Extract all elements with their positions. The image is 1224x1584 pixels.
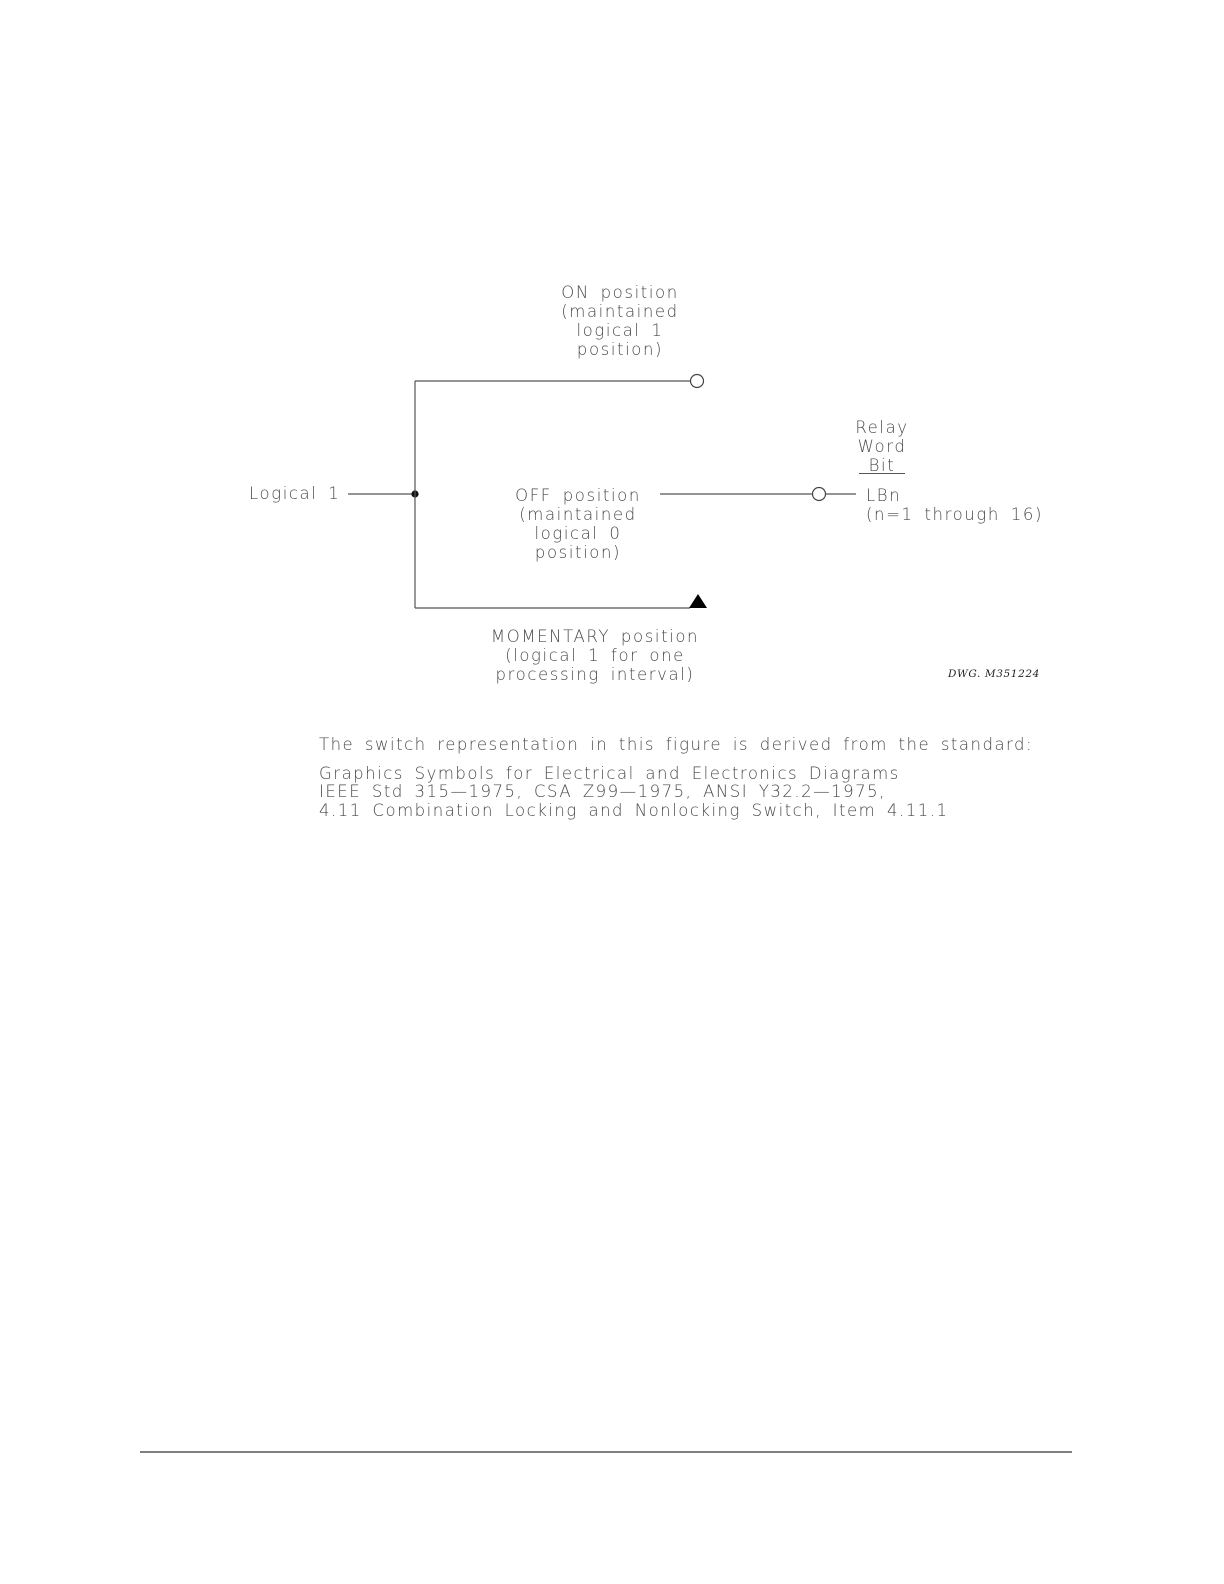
output-label-line-1: LBn	[866, 486, 902, 505]
momentary-position-label	[480, 627, 710, 684]
standard-note-line-1: Graphics Symbols for Electrical and Electronics Diagrams	[319, 764, 900, 783]
on-position-label	[540, 283, 700, 359]
off-position-label	[498, 486, 658, 562]
output-label-line-2: (n=1 through 16)	[866, 505, 1043, 524]
standard-note-lead: The switch representation in this figure is derived from the standard:	[319, 735, 1034, 754]
momentary-position-line-1: MOMENTARY position	[490, 627, 700, 646]
off-position-line-1: OFF position	[515, 486, 641, 505]
off-position-line-4: position)	[534, 543, 622, 562]
standard-note-line-3: 4.11 Combination Locking and Nonlocking Switch, Item 4.11.1	[319, 801, 949, 820]
output-contact-open-circle	[813, 488, 826, 501]
on-contact-open-circle	[691, 375, 704, 388]
momentary-position-line-3: processing interval)	[495, 665, 695, 684]
output-label	[866, 486, 1043, 524]
momentary-position-line-2: (logical 1 for one	[505, 646, 685, 665]
on-position-line-4: position)	[576, 340, 664, 359]
drawing-number: DWG. M351224	[948, 668, 1040, 680]
on-position-line-3: logical 1	[576, 321, 664, 340]
off-position-line-3: logical 0	[534, 524, 622, 543]
off-position-line-2: (maintained	[519, 505, 637, 524]
relay-word-bit-line-3: Bit	[868, 456, 896, 475]
relay-word-bit-underline	[859, 473, 905, 474]
momentary-contact-triangle	[689, 594, 707, 608]
relay-word-bit-line-1: Relay	[855, 418, 909, 437]
on-position-line-2: (maintained	[561, 302, 679, 321]
input-label-logical-1: Logical 1	[249, 484, 341, 503]
standard-note-line-2: IEEE Std 315—1975, CSA Z99—1975, ANSI Y32.2—1975,	[319, 782, 886, 801]
on-position-line-1: ON position	[561, 283, 679, 302]
relay-word-bit-line-2: Word	[857, 437, 907, 456]
relay-word-bit-header	[842, 418, 922, 475]
